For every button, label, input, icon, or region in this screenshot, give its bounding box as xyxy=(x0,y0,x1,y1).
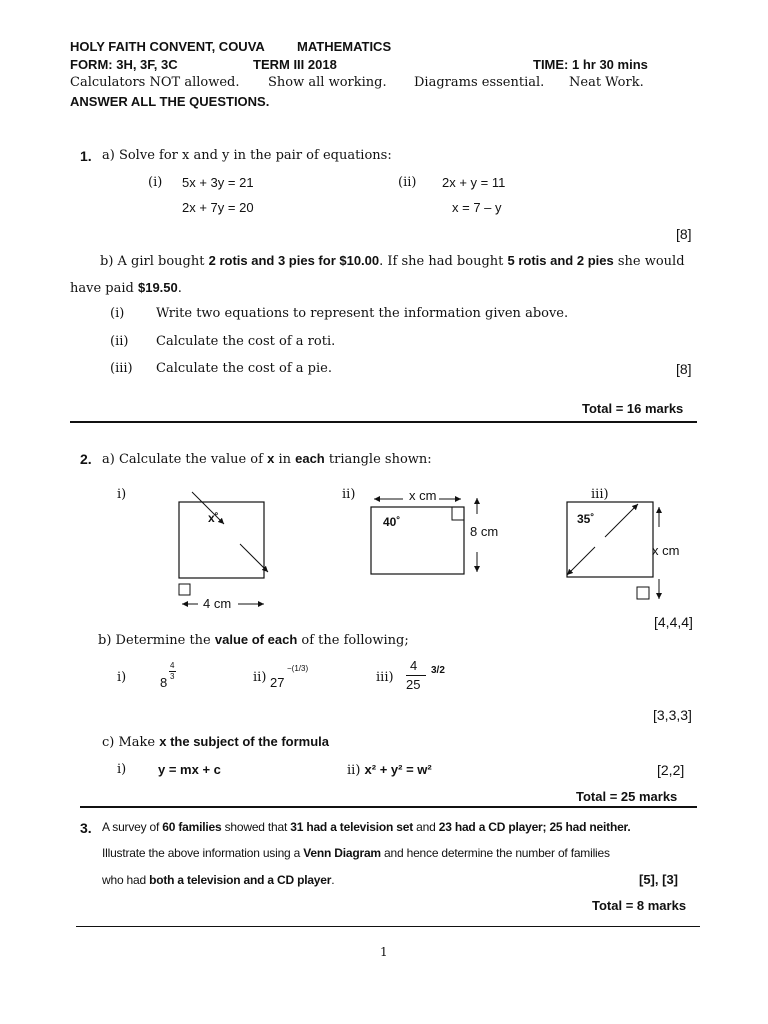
fig2-label: ii) xyxy=(342,487,356,502)
q3-marks: [5], [3] xyxy=(639,872,678,887)
fig2-side-label: 8 cm xyxy=(470,524,499,539)
working-note: Show all working. xyxy=(268,75,387,90)
q3-number: 3. xyxy=(80,820,92,836)
q2b-iii-label: iii) xyxy=(376,670,394,685)
q1b-line1: b) A girl bought 2 rotis and 3 pies for $10.00. If she had bought 5 rotis and 2 pies she would xyxy=(100,253,685,269)
q3-divider xyxy=(76,926,700,927)
q2b-ii-label: ii) xyxy=(253,670,267,685)
q2c-text: c) Make x the subject of the formula xyxy=(102,734,329,750)
q2c-marks: [2,2] xyxy=(657,762,685,778)
q1b-item-text: Write two equations to represent the information given above. xyxy=(156,306,569,321)
calculators-note: Calculators NOT allowed. xyxy=(70,75,240,90)
q2-number: 2. xyxy=(80,451,92,467)
neat-note: Neat Work. xyxy=(569,75,644,90)
q2c-ii: ii) x² + y² = w² xyxy=(347,762,432,778)
term-label: TERM III 2018 xyxy=(253,57,337,72)
q1a-text: a) Solve for x and y in the pair of equations: xyxy=(102,148,392,163)
subject-title: MATHEMATICS xyxy=(297,39,392,54)
fig3-angle: 35˚ xyxy=(577,512,595,526)
q3-line1: A survey of 60 families showed that 31 had a television set and 23 had a CD player; 25 had neither. xyxy=(102,820,631,834)
q2b-i-label: i) xyxy=(117,670,127,685)
fig3-side-label: x cm xyxy=(652,543,680,558)
diagrams-note: Diagrams essential. xyxy=(414,75,545,90)
fig3-label: iii) xyxy=(591,487,609,502)
q1a-ii-eq1: 2x + y = 11 xyxy=(442,175,506,190)
fig2-top-label: x cm xyxy=(409,488,437,503)
q2c-i-label: i) xyxy=(117,762,127,777)
q2a-marks: [4,4,4] xyxy=(654,614,693,630)
page-number: 1 xyxy=(380,945,388,959)
q1b-marks: [8] xyxy=(676,361,692,377)
q1b-item-label: (iii) xyxy=(110,361,133,376)
q2-divider xyxy=(80,806,697,808)
q1-number: 1. xyxy=(80,148,92,164)
q1-total: Total = 16 marks xyxy=(582,401,684,416)
q1a-marks: [8] xyxy=(676,226,692,242)
q2b-text: b) Determine the value of each of the following; xyxy=(98,632,409,648)
q3-total: Total = 8 marks xyxy=(592,898,687,913)
q2-total: Total = 25 marks xyxy=(576,789,678,804)
instruction: ANSWER ALL THE QUESTIONS. xyxy=(70,94,270,109)
q2c-i-equation: y = mx + c xyxy=(158,762,221,777)
school-name: HOLY FAITH CONVENT, COUVA xyxy=(70,39,265,54)
q2a-text: a) Calculate the value of x in each triangle shown: xyxy=(102,451,432,467)
triangle-figure-1 xyxy=(170,486,280,612)
q1b-item-text: Calculate the cost of a roti. xyxy=(156,334,336,349)
q1-divider xyxy=(70,421,697,423)
q3-line2: Illustrate the above information using a Venn Diagram and hence determine the number of families xyxy=(102,846,610,860)
fig1-angle: x˚ xyxy=(208,511,219,525)
q1b-item-label: (i) xyxy=(110,306,125,321)
q1a-ii-label: (ii) xyxy=(398,175,417,190)
q1b-line2: have paid $19.50. xyxy=(70,280,182,296)
q1a-i-eq2: 2x + 7y = 20 xyxy=(182,200,254,215)
q1a-ii-eq2: x = 7 – y xyxy=(452,200,502,215)
fig2-angle: 40˚ xyxy=(383,515,401,529)
q1a-i-label: (i) xyxy=(148,175,163,190)
q2b-marks: [3,3,3] xyxy=(653,707,692,723)
q3-line3: who had both a television and a CD player. xyxy=(102,873,335,887)
q1a-i-eq1: 5x + 3y = 21 xyxy=(182,175,254,190)
q1b-item-label: (ii) xyxy=(110,334,129,349)
time-label: TIME: 1 hr 30 mins xyxy=(533,57,648,72)
fig1-label: i) xyxy=(117,487,127,502)
q1b-item-text: Calculate the cost of a pie. xyxy=(156,361,332,376)
fig1-side-label: 4 cm xyxy=(203,596,232,611)
form-label: FORM: 3H, 3F, 3C xyxy=(70,57,178,72)
